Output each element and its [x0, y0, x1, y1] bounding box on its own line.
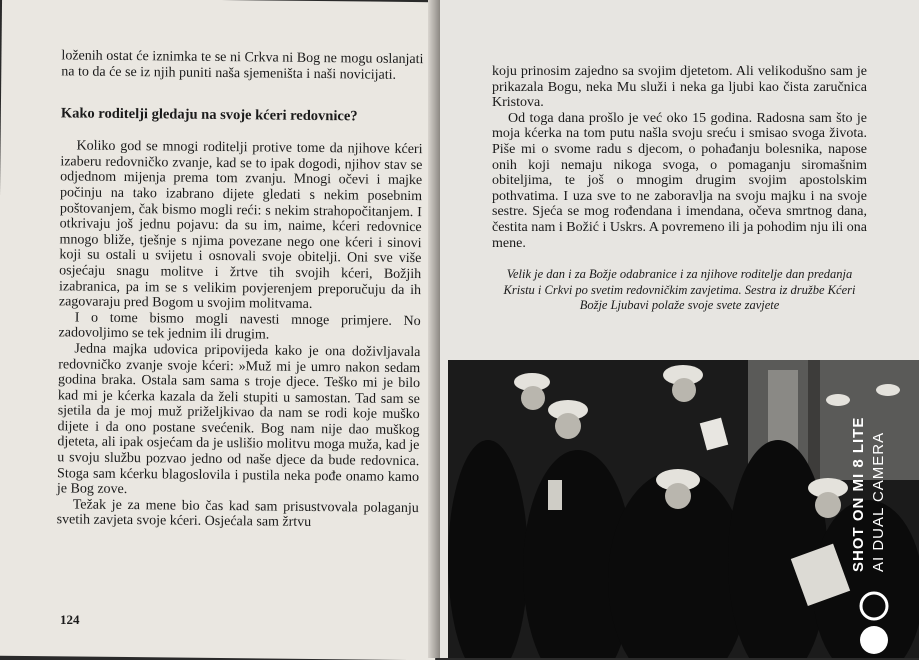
watermark-line-1: SHOT ON MI 8 LITE	[850, 416, 867, 572]
watermark-logo	[854, 590, 894, 658]
left-page	[0, 0, 442, 660]
left-paragraph-2: I o tome bismo mogli navesti mnoge primjere. No zadovoljimo se tek jednim ili drugim.	[58, 310, 421, 343]
left-paragraph-1: Koliko god se mnogi roditelji protive tome da njihove kćeri izaberu redovničko zvanje, kad se to ipak dogodi, njihov stav se odjednom mijenja prema tom zvanju. Mnogi očevi i majke počinju na tako izabrano dijete gledati s nekim posebnim poštovanjem, čak bismo mogli reći: s nekim strahopočitanjem. I otkrivaju još jednu pojavu: da su im, naime, kćeri redovnice mnogo bliže, tješnje s njima povezane nego one kćeri i sinovi koji su ostali u svijetu i osnovali svoje obitelji. Oni sve više osjećaju snagu molitve i žrtve tih svojih kćeri, Božjih izabranica, pa im se s velikim povjerenjem preporučuju da ih zagovaraju pred Bogom u svojim molitvama.	[58, 138, 423, 313]
page-number: 124	[60, 612, 80, 627]
intro-text: loženih ostat će iznimka te se ni Crkva ni Bog ne mogu oslanjati na to da će se iz njih puniti naša sjemeništa i naši novicijati.	[61, 48, 424, 83]
right-paragraph-2: Od toga dana prošlo je već oko 15 godina. Radosna sam što je moja kćerka na tom putu našla svoju sreću i smisao svoga života. Piše mi o svome radu s djecom, o pohađanju bolesnika, napose onih koji nemaju nikoga svoga, o pomaganju siromašnim obiteljima, te još o mnogim drugim svojim apostolskim pothvatima. I uza sve to ne zaboravlja na svoju majku i na svoje sestre. Sjeća se mog rođendana i imendana, očeva smrtnog dana, čestita nam i Božić i Uskrs. A povremeno ili ja pohodim nju ili ona mene.	[492, 110, 867, 251]
section-heading: Kako roditelji gledaju na svoje kćeri redovnice?	[60, 105, 358, 125]
left-paragraph-4: Težak je za mene bio čas kad sam prisustvovala polaganju svetih zavjeta svoje kćeri. Osjećala sam žrtvu	[56, 497, 419, 531]
watermark-line-2: AI DUAL CAMERA	[870, 431, 887, 572]
camera-watermark	[846, 412, 906, 658]
right-paragraph-1: koju prinosim zajedno sa svojim djetetom. Ali velikodušno sam je prikazala Bogu, neka Mu služi i neka ga ljubi kao čista zaručnica Kristova.	[492, 64, 867, 111]
left-paragraph-3: Jedna majka udovica pripovijeda kako je ona doživljavala redovničko zvanje svoje kćeri: »Muž mi je umro nakon sedam godina braka. Ostala sam sama s troje djece. Teško mi je bilo kad mi je kćerka kazala da želi stupiti u samostan. Tad sam se sjetila da je moj muž priželjkivao da nam se rodi koje muško dijete i da ono postane svećenik. Bog nam nije dao muškog djeteta, ali ipak osjećam da je uslišio molitvu moga muža, kad je u svoju službu pozvao jedno od naše djece da bude redovnica. Stoga sam kćerku blagoslovila i pustila neka pođe onamo kamo je Bog zove.	[56, 341, 421, 498]
photo-caption: Velik je dan i za Božje odabranice i za njihove roditelje dan predanja Kristu i Crkvi po svetim redovničkim zavjetima. Sestra iz družbe Kćeri Božje Ljubavi polaže svoje svete zavjete	[503, 267, 856, 313]
